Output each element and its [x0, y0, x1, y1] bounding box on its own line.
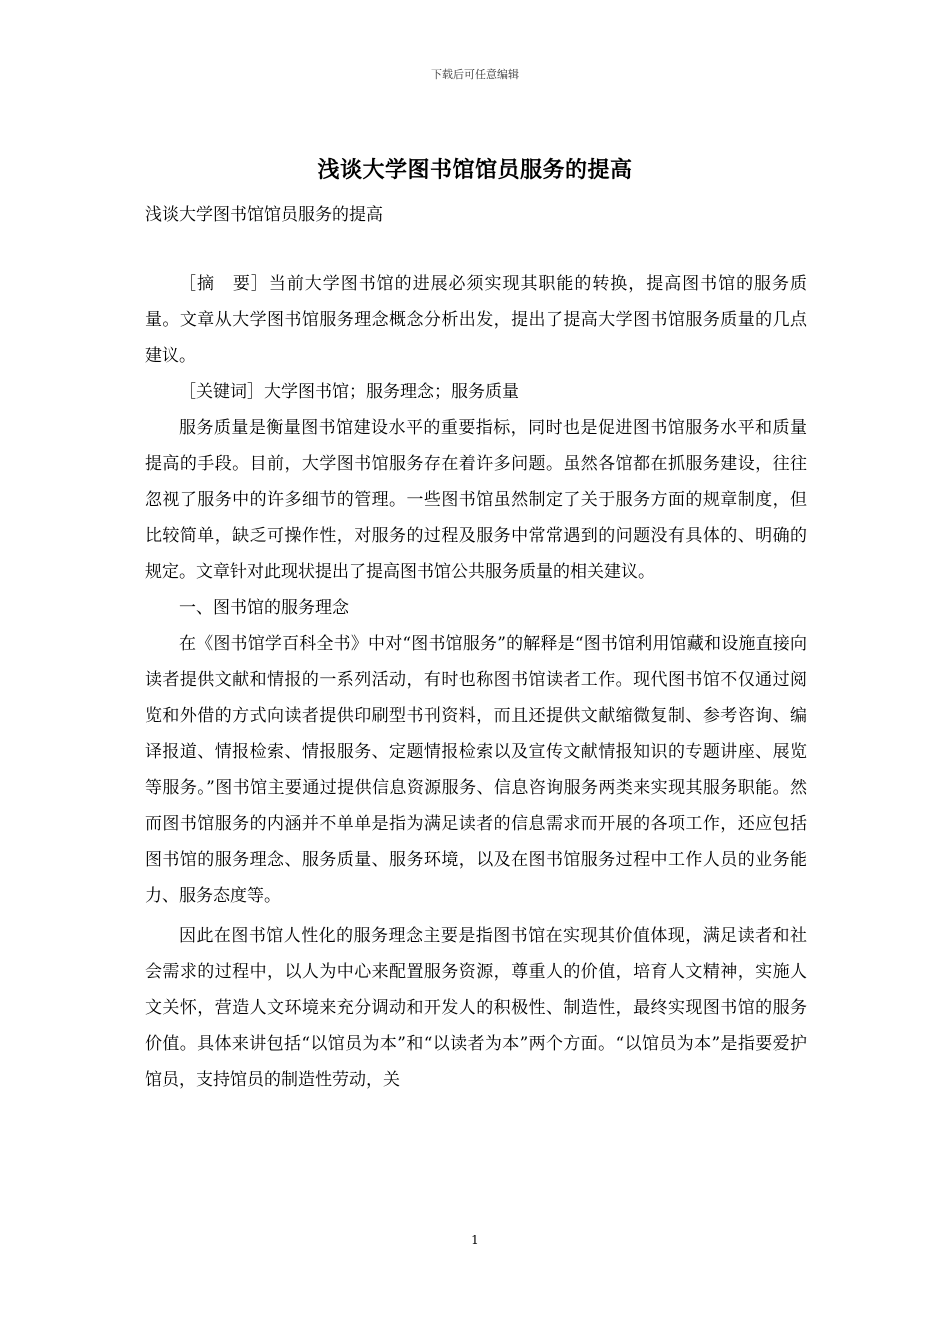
document-title: 浅谈大学图书馆馆员服务的提高 — [317, 157, 633, 183]
body-paragraph: 因此在图书馆人性化的服务理念主要是指图书馆在实现其价值体现，满足读者和社会需求的过程中，以人为中心来配置服务资源，尊重人的价值，培育人文精神，实施人文关怀，营造人文环境来充分调动和开发人的积极性、制造性，最终实现图书馆的服务价值。具体来讲包括“以馆员为本”和“以读者为本”两个方面。“以馆员为本”是指要爱护馆员，支持馆员的制造性劳动，关 — [145, 926, 807, 1090]
section-heading: 一、图书馆的服务理念 — [179, 598, 349, 618]
header-note: 下载后可任意编辑 — [431, 68, 519, 81]
body-paragraph: 在《图书馆学百科全书》中对“图书馆服务”的解释是“图书馆利用馆藏和设施直接向读者提供文献和情报的一系列活动，有时也称图书馆读者工作。现代图书馆不仅通过阅览和外借的方式向读者提供印刷型书刊资料，而且还提供文献缩微复制、参考咨询、编译报道、情报检索、情报服务、定题情报检索以及宣传文献情报知识的专题讲座、展览等服务。”图书馆主要通过提供信息资源服务、信息咨询服务两类来实现其服务职能。然而图书馆服务的内涵并不单单是指为满足读者的信息需求而开展的各项工作，还应包括图书馆的服务理念、服务质量、服务环境，以及在图书馆服务过程中工作人员的业务能力、服务态度等。 — [145, 634, 807, 906]
document-subtitle: 浅谈大学图书馆馆员服务的提高 — [145, 205, 383, 225]
abstract-paragraph: ［摘 要］当前大学图书馆的进展必须实现其职能的转换，提高图书馆的服务质量。文章从大学图书馆服务理念概念分析出发，提出了提高大学图书馆服务质量的几点建议。 — [145, 274, 807, 366]
keywords-paragraph: ［关键词］大学图书馆；服务理念；服务质量 — [179, 382, 519, 402]
intro-paragraph: 服务质量是衡量图书馆建设水平的重要指标，同时也是促进图书馆服务水平和质量提高的手段。目前，大学图书馆服务存在着许多问题。虽然各馆都在抓服务建设，往往忽视了服务中的许多细节的管理。一些图书馆虽然制定了关于服务方面的规章制度，但比较简单，缺乏可操作性，对服务的过程及服务中常常遇到的问题没有具体的、明确的规定。文章针对此现状提出了提高图书馆公共服务质量的相关建议。 — [145, 418, 807, 582]
document-body — [145, 266, 807, 1098]
page-number: 1 — [471, 1233, 479, 1247]
